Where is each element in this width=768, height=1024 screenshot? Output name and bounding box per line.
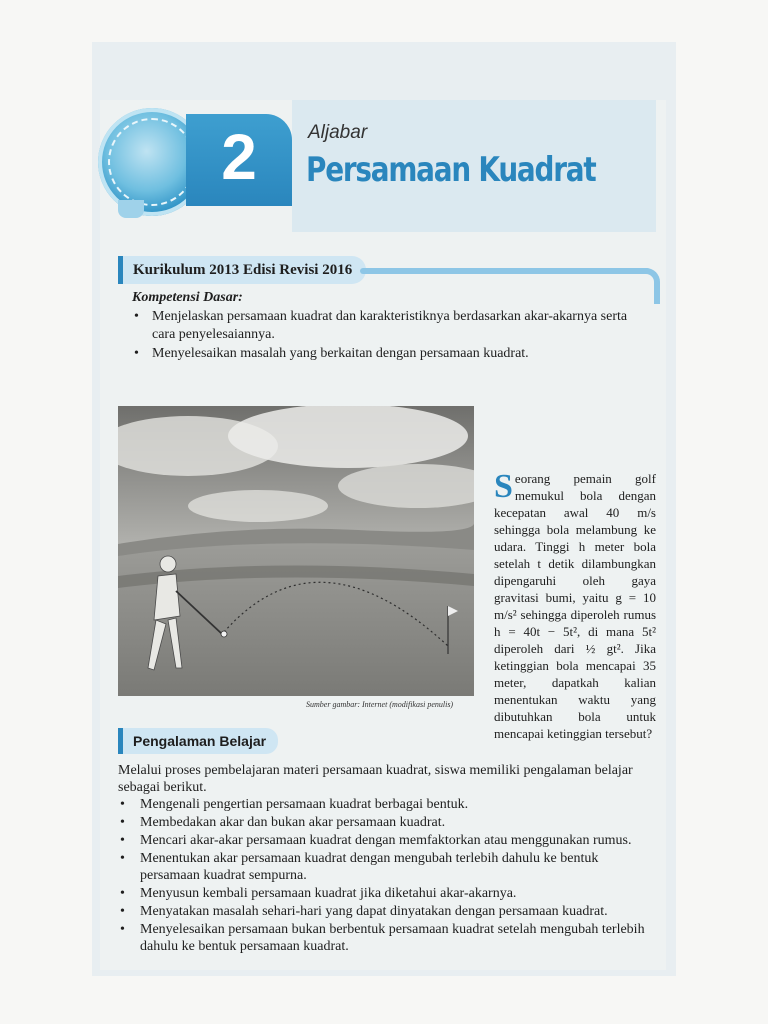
kurikulum-rule-curve [640,268,660,304]
pengalaman-item: • Menyatakan masalah sehari-hari yang dapat dinyatakan dengan persamaan kuadrat. [118,903,660,920]
story-text: eorang pemain golf memukul bola dengan kecepatan awal 40 m/s sehingga bola melambung ke udara. Tinggi h meter bola setelah t detik dilambungkan dipengaruhi oleh gaya gravitasi bumi, yaitu g = 10 m/s² sehingga diperoleh rumus h = 40t − 5t², di mana 5t² diperoleh dari ½ gt². Jika ketinggian bola mencapai 35 meter, dapatkah kalian menentukan waktu yang dibutuhkan bola untuk mencapai ketinggian tersebut? [494,471,656,741]
story-dropcap: S [494,468,513,505]
kompetensi-item: • Menyelesaikan masalah yang berkaitan dengan persamaan kuadrat. [130,345,650,363]
kompetensi-title: Kompetensi Dasar: [132,290,243,305]
pengalaman-item: • Menentukan akar persamaan kuadrat dengan mengubah terlebih dahulu ke bentuk persamaan kuadrat sempurna. [118,850,660,884]
chapter-subject: Aljabar [308,122,368,143]
kurikulum-tab: Kurikulum 2013 Edisi Revisi 2016 [118,256,366,284]
pengalaman-item: • Mencari akar-akar persamaan kuadrat dengan memfaktorkan atau menggunakan rumus. [118,832,660,849]
pengalaman-item: • Membedakan akar dan bukan akar persamaan kuadrat. [118,814,660,831]
pengalaman-intro: Melalui proses pembelajaran materi persamaan kuadrat, siswa memiliki pengalaman belajar sebagai berikut. [118,763,633,795]
pengalaman-list [118,796,660,956]
brain-ring [108,118,196,206]
pengalaman-item: • Mengenali pengertian persamaan kuadrat berbagai bentuk. [118,796,660,813]
pengalaman-item: • Menyusun kembali persamaan kuadrat jika diketahui akar-akarnya. [118,885,660,902]
chapter-number: 2 [221,121,257,193]
chapter-title: Persamaan Kuadrat [306,150,596,190]
pengalaman-item: • Menyelesaikan persamaan bukan berbentuk persamaan kuadrat setelah mengubah terlebih dahulu ke bentuk persamaan kuadrat. [118,921,660,955]
pengalaman-tab: Pengalaman Belajar [118,728,278,754]
kompetensi-item: • Menjelaskan persamaan kuadrat dan karakteristiknya berdasarkan akar-akarnya serta cara penyelesaiannya. [130,308,650,344]
golf-illustration [118,406,474,696]
kurikulum-rule [360,268,650,274]
golf-photo [118,406,474,696]
kompetensi-list [130,308,650,364]
story-paragraph [494,470,656,742]
photo-caption: Sumber gambar: Internet (modifikasi penulis) [306,700,454,709]
chapter-badge [186,114,292,206]
